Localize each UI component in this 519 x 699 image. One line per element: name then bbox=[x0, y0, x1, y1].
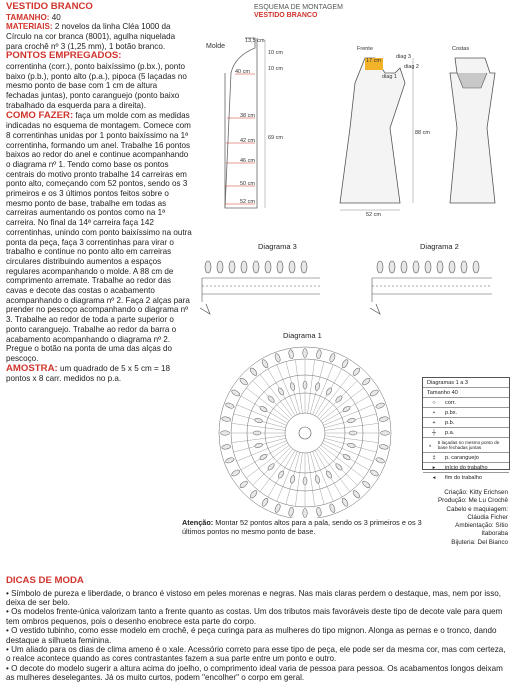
legend-row: • p.bx. bbox=[423, 407, 509, 417]
tips-heading: DICAS DE MODA bbox=[6, 575, 84, 586]
legend-row: ┼ p.a. bbox=[423, 427, 509, 437]
molde-measure-1: 40 cm bbox=[235, 69, 250, 75]
molde-measure-0: 13,5 cm bbox=[245, 38, 265, 44]
legend-row: ‡ p. caranguejo bbox=[423, 452, 509, 462]
legend-row: ◂ fim do trabalho bbox=[423, 472, 509, 482]
legend-row: ○ corr. bbox=[423, 397, 509, 407]
diag2-label: diag 2 bbox=[404, 64, 419, 70]
molde-measure-5: 50 cm bbox=[240, 181, 255, 187]
molde-side-0: 10 cm bbox=[268, 50, 283, 56]
tip-item: • O decote do modelo sugerir a altura acima do joelho, o comprimento ideal varia de pessoa para pessoa. Os acabamentos longos deixam as mulheres deselegantes. Já os muito curtos, podem "encolher" o corpo em geral. bbox=[6, 663, 503, 683]
how-text: faça um molde com as medidas indicadas no esquema de montagem. Comece com 8 correntinhas unidas por 1 ponto baixíssimo na 1ª correntinha, formando um anel. Trabalhe 16 pontos baixos ao redor do anel e continue acompanhando o diagrama nº 1. Tendo como base os pontos centrais do motivo pronto trabalhe 14 carreiras em ponto alto, começando com 52 pontos, sendo os 3 primeiros e os 3 últimos pontos feitos sobre o mesmo ponto de base, trabalhe em todas as carreiras aumentando os pontos como na 1ª carreira. No final da 14ª carreira faça 142 correntinhas, unindo com ponto baixíssimo na outra ponta da peça, faça 3 correntinhas para virar o trabalho e continue no ponto alto em carreiras circulares distribuindo aumentos a espaços regulares acompanhando o molde. A 88 cm de comprimento arremate. Trabalhe ao redor das cavas e decote das costas o acabamento acompanhando o diagrama nº 2. Faça 2 alças para prender no pescoço acompanhando o diagrama nº 3. Trabalhe ao redor de toda a parte superior o ponto caranguejo. Trabalhe ao redor da barra o acabamento acompanhando o diagrama nº 2. Pregue o botão na ponta de uma das alças do pescoço. bbox=[6, 110, 192, 363]
diagram1-label: Diagrama 1 bbox=[283, 331, 322, 340]
how-label: COMO FAZER: bbox=[6, 109, 74, 121]
legend-row: ◐ 5 laçadas no mesmo ponto de base fechadas juntas bbox=[423, 437, 509, 452]
diagram3-chart bbox=[198, 254, 328, 324]
size-line bbox=[6, 13, 192, 23]
frente-top-measure: 17 cm bbox=[366, 58, 381, 64]
molde-measure-3: 42 cm bbox=[240, 138, 255, 144]
tips-list bbox=[6, 589, 512, 683]
instructions-column bbox=[6, 2, 192, 384]
credit-line: Itaboraba bbox=[481, 530, 508, 538]
frente-side-measure: 88 cm bbox=[415, 130, 430, 136]
assembly-subheading: VESTIDO BRANCO bbox=[254, 12, 318, 19]
size-label: TAMANHO: bbox=[6, 12, 50, 22]
attention-label: Atenção: bbox=[182, 518, 214, 527]
credit-line: Cabelo e maquiagem: bbox=[446, 505, 508, 513]
points-heading: PONTOS EMPREGADOS: bbox=[6, 50, 122, 62]
diagram1-chart bbox=[195, 338, 415, 518]
attention-note bbox=[182, 519, 422, 536]
credit-line: Bijuteria: Del Bianco bbox=[451, 538, 508, 546]
tip-item: • Símbolo de pureza e liberdade, o branco é vistoso em peles morenas e negras. Nas mais claras perdem o destaque, mas, nem por isso, deixa de ser belo. bbox=[6, 588, 502, 607]
credit-line: Cláudia Ficher bbox=[467, 513, 508, 521]
tip-item: • O vestido tubinho, como esse modelo em crochê, é peça curinga para as mulheres do tipo mignon. Alonga as pernas e o tronco, dando destaque a silhueta feminina. bbox=[6, 626, 497, 645]
molde-measure-4: 46 cm bbox=[240, 158, 255, 164]
legend-row: + p.b. bbox=[423, 417, 509, 427]
diagram2-label: Diagrama 2 bbox=[420, 242, 459, 251]
assembly-header bbox=[254, 4, 343, 20]
sample-paragraph bbox=[6, 364, 192, 384]
molde-measure-6: 52 cm bbox=[240, 199, 255, 205]
legend-size: Tamanho 40 bbox=[423, 387, 509, 397]
credit-line: Criação: Kitty Erichsen bbox=[444, 489, 508, 496]
size-value: 40 bbox=[49, 12, 61, 22]
molde-label: Molde bbox=[206, 43, 226, 50]
materials-label: MATERIAIS: bbox=[6, 22, 53, 32]
materials-text: 2 novelos da linha Cléa 1000 da Círculo na cor branca (8001), agulha niquelada para crochê nº 3 (1,25 mm), 1 botão branco. bbox=[6, 22, 176, 51]
points-text: correntinha (corr.), ponto baixíssimo (p.bx.), ponto baixo (p.b.), ponto alto (p.a.), pipoca (5 laçadas no mesmo ponto de base com 1 cm de altura fechadas juntas), ponto caranguejo (ponto baixo trabalhado da esquerda para a direita). bbox=[6, 62, 187, 110]
tip-item: • Os modelos frente-única valorizam tanto a frente quanto as costas. Um dos tributos mais favoráveis deste tipo de decote vale para quem tem ombros pequenos, pois o desenho enobrece esta parte do corpo. bbox=[6, 607, 503, 626]
how-paragraph bbox=[6, 111, 192, 364]
diagram3-label: Diagrama 3 bbox=[258, 242, 297, 251]
fashion-tips bbox=[6, 576, 512, 683]
tip-item: • Um aliado para os dias de clima ameno é o xale. Acessório correto para esse tipo de peça, ele pode ser da mesma cor, mas com certeza, o realce acontece quando as cores contrastantes fazem a sua parte entre um ponto e outro. bbox=[6, 645, 506, 664]
frente-label: Frente bbox=[357, 46, 373, 52]
molde-side-1: 10 cm bbox=[268, 66, 283, 72]
credits bbox=[412, 489, 508, 547]
diag3-label: diag 3 bbox=[396, 54, 411, 60]
materials-paragraph bbox=[6, 22, 192, 51]
costas-label: Costas bbox=[452, 46, 470, 52]
assembly-heading: ESQUEMA DE MONTAGEM bbox=[254, 4, 343, 11]
pattern-title: VESTIDO BRANCO bbox=[6, 1, 93, 12]
molde-side-2: 69 cm bbox=[268, 135, 283, 141]
attention-text: Montar 52 pontos altos para a pala, sendo os 3 primeiros e os 3 últimos pontos no mesmo ponto de base. bbox=[182, 518, 422, 536]
molde-measure-2: 38 cm bbox=[240, 113, 255, 119]
stitch-legend bbox=[422, 377, 510, 481]
diagram2-chart bbox=[368, 254, 498, 324]
credit-line: Ambientação: Sítio bbox=[455, 522, 508, 530]
legend-row: ▸ início do trabalho bbox=[423, 462, 509, 472]
frente-bottom-measure: 52 cm bbox=[366, 212, 381, 218]
credit-line: Produção: Me Lu Crochê bbox=[437, 497, 508, 505]
diag1-label: diag 1 bbox=[382, 74, 397, 80]
sample-label: AMOSTRA: bbox=[6, 362, 58, 374]
legend-title: Diagramas 1 a 3 bbox=[427, 379, 469, 386]
sample-text: um quadrado de 5 x 5 cm = 18 pontos x 8 carr. medidos no p.a. bbox=[6, 363, 170, 384]
